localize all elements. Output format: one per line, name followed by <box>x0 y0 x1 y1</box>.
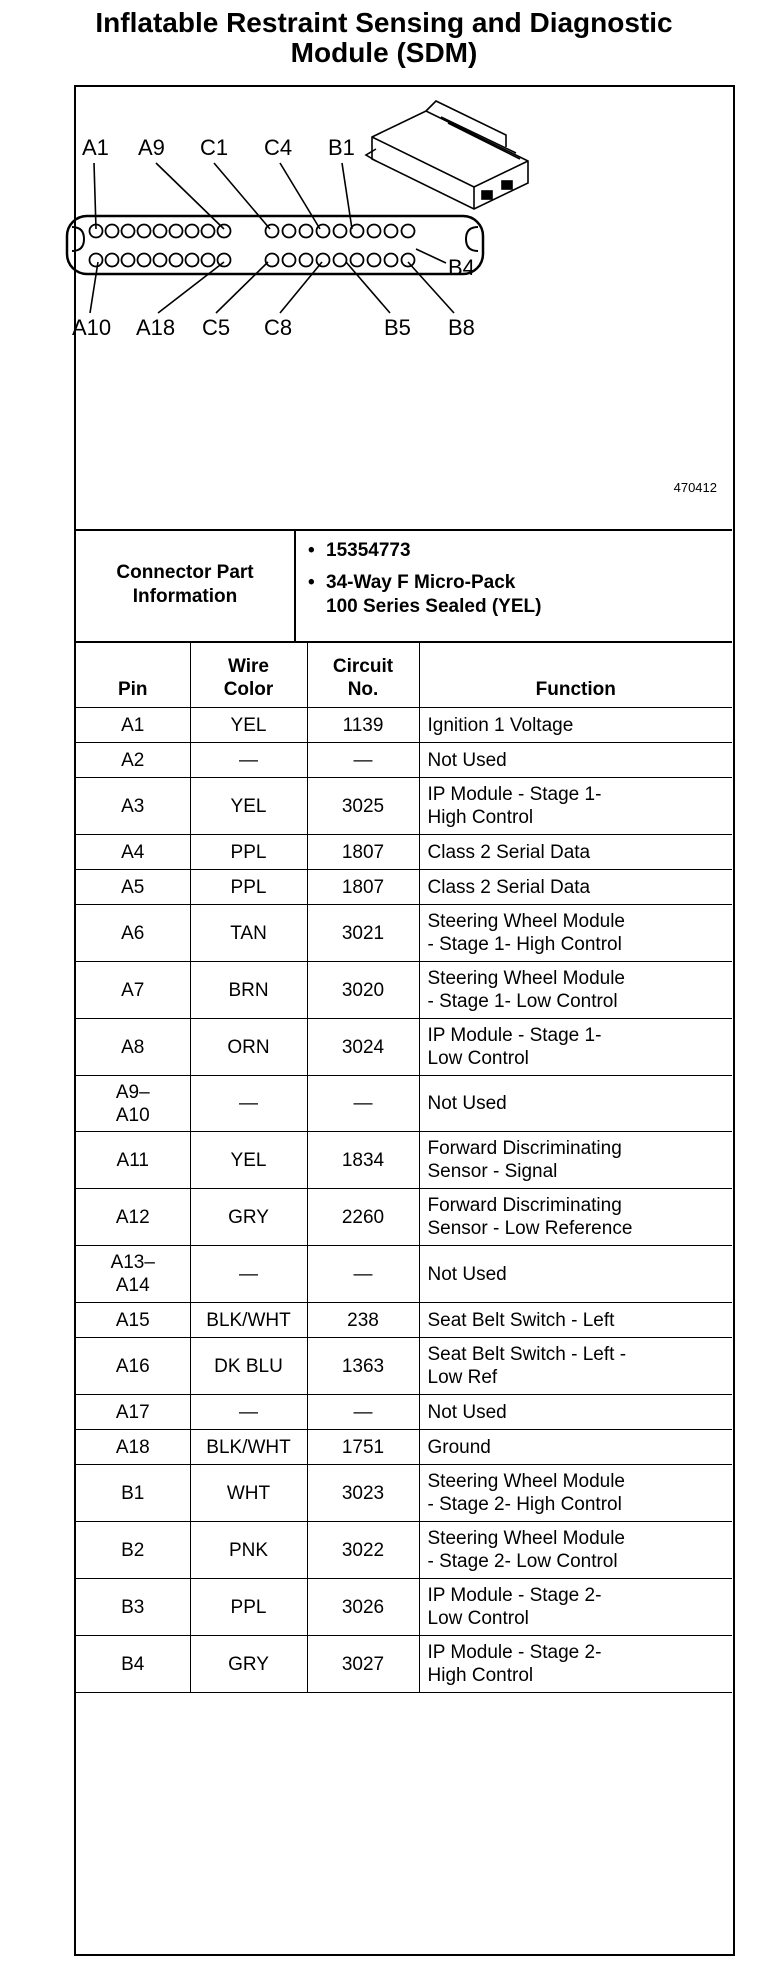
pin-cell <box>76 1189 190 1246</box>
wire-color-cell: PPL <box>190 1579 307 1636</box>
wire-color-cell: PNK <box>190 1522 307 1579</box>
table-row <box>76 708 732 743</box>
pin-cavity <box>317 254 330 267</box>
function-cell <box>419 778 732 835</box>
leader-line <box>214 163 270 229</box>
circuit-number-cell: — <box>307 743 419 778</box>
pin-id: A11 <box>116 1149 149 1171</box>
pin-label-c4: C4 <box>264 135 293 160</box>
function-text: - Stage 1- Low Control <box>427 991 618 1012</box>
function-text: Class 2 Serial Data <box>427 876 591 898</box>
table-row <box>76 962 732 1019</box>
circuit-number-cell: — <box>307 1246 419 1303</box>
pin-label-a10: A10 <box>72 315 112 340</box>
pin-cell <box>76 1430 190 1465</box>
function-cell <box>419 1338 732 1395</box>
pin-cell <box>76 708 190 743</box>
function-cell <box>419 1395 732 1430</box>
pin-cavity <box>351 254 364 267</box>
pin-cavity <box>202 225 215 238</box>
wire-color-cell: BLK/WHT <box>190 1430 307 1465</box>
function-text: - Stage 2- High Control <box>427 1494 622 1515</box>
pin-id: A6 <box>121 922 145 944</box>
pin-cavity <box>402 254 415 267</box>
function-text: - Stage 2- Low Control <box>427 1551 618 1572</box>
connector-description-line-2: 100 Series Sealed (YEL) <box>326 596 542 617</box>
circuit-number-cell: 3023 <box>307 1465 419 1522</box>
pin-cavity <box>186 254 199 267</box>
pin-cell <box>76 1076 190 1132</box>
circuit-number-cell: 3022 <box>307 1522 419 1579</box>
leader-line <box>280 262 322 313</box>
function-text: IP Module - Stage 1- <box>427 784 602 805</box>
pin-id: A10 <box>115 1104 150 1126</box>
pin-label-b5: B5 <box>384 315 411 340</box>
wire-color-cell: PPL <box>190 835 307 870</box>
pin-cavity <box>266 225 279 238</box>
figure-number: 470412 <box>673 480 717 495</box>
function-text: High Control <box>427 807 534 828</box>
pin-cavity <box>283 254 296 267</box>
wire-color-header: Wire Color <box>190 642 307 708</box>
function-text: High Control <box>427 1665 534 1686</box>
function-cell <box>419 1430 732 1465</box>
table-row <box>76 1395 732 1430</box>
wire-color-cell: — <box>190 1076 307 1132</box>
leader-line <box>280 163 320 229</box>
function-cell <box>419 1465 732 1522</box>
circuit-number-cell: 1807 <box>307 835 419 870</box>
leader-line <box>156 163 224 229</box>
bullet: • <box>308 540 315 561</box>
pin-cell <box>76 835 190 870</box>
pin-header: Pin <box>76 642 190 708</box>
function-text: Not Used <box>427 1093 507 1114</box>
pin-cavity <box>218 254 231 267</box>
pin-cell <box>76 1395 190 1430</box>
circuit-number-cell: 1363 <box>307 1338 419 1395</box>
wire-color-cell: YEL <box>190 1132 307 1189</box>
connector-description-item <box>308 571 541 619</box>
pin-cavity <box>368 254 381 267</box>
pin-cavity <box>154 225 167 238</box>
table-row <box>76 905 732 962</box>
pin-cell <box>76 1246 190 1303</box>
title-line-2: Module (SDM) <box>290 37 478 68</box>
pin-id: A3 <box>121 795 145 817</box>
pin-id: A18 <box>115 1436 150 1458</box>
part-info-label-line-2: Information <box>132 586 238 607</box>
pin-cell <box>76 870 190 905</box>
pin-id: A7 <box>121 979 145 1001</box>
function-text: Steering Wheel Module <box>427 968 625 989</box>
table-row <box>76 1303 732 1338</box>
pin-cell <box>76 1636 190 1693</box>
wire-color-cell: PPL <box>190 870 307 905</box>
pin-label-c5: C5 <box>202 315 231 340</box>
circuit-number-cell: 3027 <box>307 1636 419 1693</box>
pin-cavity <box>402 225 415 238</box>
pin-cavity <box>202 254 215 267</box>
pin-cavity <box>122 225 135 238</box>
pin-cell <box>76 1579 190 1636</box>
function-text: Seat Belt Switch - Left <box>427 1309 615 1331</box>
connector-part-information <box>76 529 732 643</box>
connector-sketch-icon <box>366 101 528 209</box>
function-text: Steering Wheel Module <box>427 1528 625 1549</box>
pin-cavity <box>186 225 199 238</box>
leader-line <box>416 249 446 263</box>
table-row <box>76 1246 732 1303</box>
table-row <box>76 1579 732 1636</box>
pin-cavity <box>334 254 347 267</box>
function-text: IP Module - Stage 2- <box>427 1642 602 1663</box>
table-row <box>76 870 732 905</box>
pin-cavity <box>218 225 231 238</box>
function-text: IP Module - Stage 1- <box>427 1025 602 1046</box>
pin-cell <box>76 1522 190 1579</box>
table-row <box>76 1019 732 1076</box>
function-text: Not Used <box>427 749 507 771</box>
function-cell <box>419 1636 732 1693</box>
function-cell <box>419 708 732 743</box>
pin-label-c1: C1 <box>200 135 229 160</box>
circuit-number-cell: 3020 <box>307 962 419 1019</box>
function-cell <box>419 1132 732 1189</box>
function-text: Sensor - Signal <box>427 1161 558 1182</box>
table-row <box>76 1465 732 1522</box>
pin-cell <box>76 1019 190 1076</box>
pin-id: B3 <box>121 1596 145 1618</box>
function-text: Low Control <box>427 1048 529 1069</box>
pin-cell <box>76 743 190 778</box>
pin-label-b4: B4 <box>448 255 475 280</box>
pin-cavity <box>385 254 398 267</box>
wire-color-cell: YEL <box>190 778 307 835</box>
pin-id: A13– <box>110 1252 155 1273</box>
leader-line <box>94 163 96 229</box>
wire-color-cell: ORN <box>190 1019 307 1076</box>
pin-cavity <box>106 254 119 267</box>
wire-color-cell: TAN <box>190 905 307 962</box>
pin-id: A12 <box>115 1206 150 1228</box>
pin-label-b1: B1 <box>328 135 355 160</box>
pin-cavity <box>138 254 151 267</box>
function-cell <box>419 1019 732 1076</box>
function-text: Forward Discriminating <box>427 1195 622 1216</box>
circuit-number-cell: 3026 <box>307 1579 419 1636</box>
table-row <box>76 1430 732 1465</box>
pin-cavity <box>138 225 151 238</box>
pin-cavity <box>266 254 279 267</box>
part-info-label <box>76 529 296 641</box>
function-cell <box>419 743 732 778</box>
pin-cavity <box>122 254 135 267</box>
function-cell <box>419 835 732 870</box>
pin-id: A16 <box>115 1355 150 1377</box>
wire-color-cell: BLK/WHT <box>190 1303 307 1338</box>
pin-label-b8: B8 <box>448 315 475 340</box>
function-cell <box>419 1246 732 1303</box>
pin-id: B1 <box>121 1482 145 1504</box>
table-row <box>76 1076 732 1132</box>
circuit-number-cell: — <box>307 1076 419 1132</box>
function-cell <box>419 1579 732 1636</box>
circuit-number-cell: 1807 <box>307 870 419 905</box>
pin-cavity <box>351 225 364 238</box>
function-text: Low Control <box>427 1608 529 1629</box>
circuit-number-cell: 3025 <box>307 778 419 835</box>
pin-id: A1 <box>121 714 145 736</box>
function-text: Steering Wheel Module <box>427 1471 625 1492</box>
title-line-1: Inflatable Restraint Sensing and Diagnostic <box>95 7 673 38</box>
part-number: 15354773 <box>326 540 411 561</box>
pin-cell <box>76 1132 190 1189</box>
function-text: IP Module - Stage 2- <box>427 1585 602 1606</box>
table-row <box>76 1338 732 1395</box>
pin-cavity <box>283 225 296 238</box>
function-cell <box>419 962 732 1019</box>
function-cell <box>419 1522 732 1579</box>
pin-cell <box>76 1338 190 1395</box>
pin-id: A4 <box>121 841 145 863</box>
connector-diagram <box>72 87 732 531</box>
pin-cell <box>76 778 190 835</box>
pin-cavity <box>300 254 313 267</box>
wire-color-cell: — <box>190 1246 307 1303</box>
pin-id: A8 <box>121 1036 145 1058</box>
wire-color-cell: GRY <box>190 1636 307 1693</box>
function-text: Ignition 1 Voltage <box>427 714 574 736</box>
function-text: Class 2 Serial Data <box>427 841 591 863</box>
table-row <box>76 1636 732 1693</box>
pin-cavity <box>170 254 183 267</box>
pin-label-a1: A1 <box>82 135 109 160</box>
leader-line <box>90 262 98 313</box>
pin-id: A14 <box>115 1275 150 1296</box>
pin-cell <box>76 1465 190 1522</box>
right-latch <box>466 227 478 251</box>
wire-color-cell: — <box>190 743 307 778</box>
pin-id: A2 <box>121 749 145 771</box>
function-text: Not Used <box>427 1263 507 1285</box>
circuit-number-cell: 1139 <box>307 708 419 743</box>
pin-id: A5 <box>121 876 145 898</box>
function-text: Low Ref <box>427 1367 498 1388</box>
leader-line <box>346 262 390 313</box>
pin-cavity <box>106 225 119 238</box>
pin-cavity <box>317 225 330 238</box>
function-cell <box>419 870 732 905</box>
circuit-number-cell: 2260 <box>307 1189 419 1246</box>
connector-sheet <box>74 85 735 1956</box>
pin-cavity <box>300 225 313 238</box>
pin-cavity <box>90 254 103 267</box>
pin-cavity <box>170 225 183 238</box>
table-row <box>76 1132 732 1189</box>
pin-id: B2 <box>121 1539 145 1561</box>
function-cell <box>419 1303 732 1338</box>
function-text: Forward Discriminating <box>427 1138 622 1159</box>
table-row <box>76 1522 732 1579</box>
pin-cell <box>76 905 190 962</box>
function-cell <box>419 905 732 962</box>
wire-color-cell: WHT <box>190 1465 307 1522</box>
function-text: Sensor - Low Reference <box>427 1218 633 1239</box>
function-text: Seat Belt Switch - Left - <box>427 1344 627 1365</box>
table-header-row <box>76 642 732 708</box>
pin-id: A9– <box>115 1081 150 1103</box>
circuit-number-header: Circuit No. <box>307 642 419 708</box>
function-text: Steering Wheel Module <box>427 911 625 932</box>
part-number-item <box>308 539 541 563</box>
pin-id: B4 <box>121 1653 145 1675</box>
function-header: Function <box>419 642 732 708</box>
leader-line <box>216 262 268 313</box>
pin-id: A17 <box>115 1401 150 1423</box>
table-row <box>76 835 732 870</box>
wire-color-cell: GRY <box>190 1189 307 1246</box>
pinout-table <box>76 641 732 1693</box>
pin-label-a9: A9 <box>138 135 165 160</box>
circuit-number-cell: 1751 <box>307 1430 419 1465</box>
circuit-number-cell: 3021 <box>307 905 419 962</box>
part-info-list <box>308 539 541 619</box>
function-cell <box>419 1189 732 1246</box>
table-row <box>76 743 732 778</box>
left-latch <box>72 227 84 251</box>
function-text: - Stage 1- High Control <box>427 934 622 955</box>
connector-face-svg <box>72 87 732 529</box>
pin-id: A15 <box>115 1309 150 1331</box>
circuit-number-cell: 238 <box>307 1303 419 1338</box>
pin-cavity <box>368 225 381 238</box>
pin-cavity <box>334 225 347 238</box>
pin-cell <box>76 962 190 1019</box>
page-title <box>0 8 768 68</box>
table-row <box>76 1189 732 1246</box>
wire-color-cell: — <box>190 1395 307 1430</box>
function-text: Ground <box>427 1436 491 1458</box>
leader-line <box>158 262 224 313</box>
pin-label-a18: A18 <box>136 315 176 340</box>
wire-color-cell: BRN <box>190 962 307 1019</box>
pin-label-c8: C8 <box>264 315 293 340</box>
leader-line <box>342 163 352 229</box>
part-info-label-line-1: Connector Part <box>116 562 254 583</box>
pin-cell <box>76 1303 190 1338</box>
wire-color-cell: YEL <box>190 708 307 743</box>
circuit-number-cell: 3024 <box>307 1019 419 1076</box>
circuit-number-cell: — <box>307 1395 419 1430</box>
connector-description-line-1: 34-Way F Micro-Pack <box>326 572 516 593</box>
function-cell <box>419 1076 732 1132</box>
pin-cavity <box>154 254 167 267</box>
function-text: Not Used <box>427 1401 507 1423</box>
bullet: • <box>308 572 315 593</box>
pin-cavity <box>385 225 398 238</box>
circuit-number-cell: 1834 <box>307 1132 419 1189</box>
table-row <box>76 778 732 835</box>
wire-color-cell: DK BLU <box>190 1338 307 1395</box>
